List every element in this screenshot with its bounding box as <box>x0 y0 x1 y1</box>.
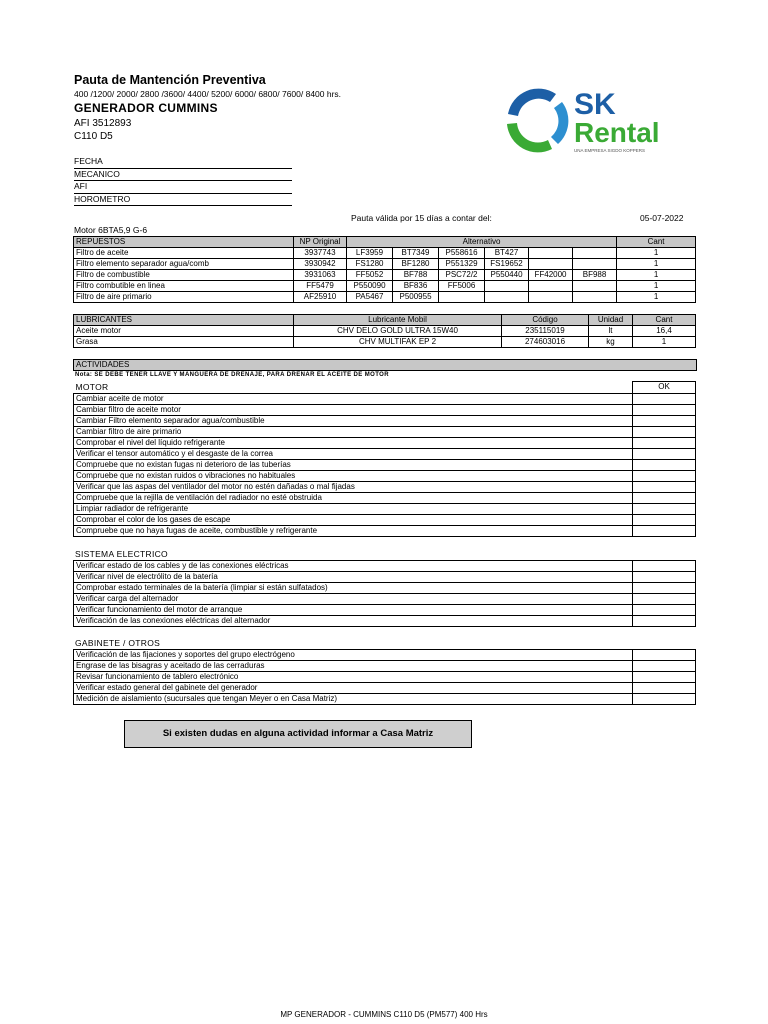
part-cant: 1 <box>617 259 696 270</box>
checklist-row <box>74 404 696 415</box>
activity-text: Comprobar el nivel del líquido refrigerante <box>74 437 633 448</box>
part-cant: 1 <box>617 248 696 259</box>
header-cant: Cant <box>617 237 696 248</box>
checklist-row <box>74 426 696 437</box>
table-row <box>74 292 696 303</box>
checklist-row <box>74 470 696 481</box>
part-alt: BF1280 <box>393 259 439 270</box>
ok-checkbox[interactable] <box>633 426 696 437</box>
activity-text: Comprobar estado terminales de la batería (limpiar si están sulfatados) <box>74 583 633 594</box>
part-np: FF5479 <box>294 281 347 292</box>
part-alt: PSC72/2 <box>439 270 485 281</box>
part-name: Filtro combutible en linea <box>74 281 294 292</box>
lube-code: 274603016 <box>502 337 589 348</box>
casa-matriz-notice: Si existen dudas en alguna actividad informar a Casa Matriz <box>124 720 472 748</box>
ok-checkbox[interactable] <box>633 672 696 683</box>
activity-text: Cambiar filtro de aceite motor <box>74 404 633 415</box>
activity-text: Verificar funcionamiento del motor de arranque <box>74 605 633 616</box>
part-name: Filtro de aire primario <box>74 292 294 303</box>
checklist-row <box>74 583 696 594</box>
activity-text: Verificar el tensor automático y el desgaste de la correa <box>74 448 633 459</box>
ok-checkbox[interactable] <box>633 616 696 627</box>
repuestos-header <box>74 237 696 248</box>
ok-checkbox[interactable] <box>633 694 696 705</box>
activity-text: Cambiar Filtro elemento separador agua/combustible <box>74 415 633 426</box>
part-alt <box>529 292 573 303</box>
header-np-original: NP Original <box>294 237 347 248</box>
part-name: Filtro de aceite <box>74 248 294 259</box>
activity-text: Comprobar el color de los gases de escape <box>74 514 633 525</box>
checklist-row <box>74 393 696 404</box>
gabinete-checklist <box>73 649 696 705</box>
ok-checkbox[interactable] <box>633 393 696 404</box>
part-alt <box>573 292 617 303</box>
table-row <box>74 270 696 281</box>
ok-checkbox[interactable] <box>633 503 696 514</box>
lube-product: CHV MULTIFAK EP 2 <box>294 337 502 348</box>
actividades-header <box>73 359 697 371</box>
ok-checkbox[interactable] <box>633 459 696 470</box>
part-alt <box>485 281 529 292</box>
part-np: AF25910 <box>294 292 347 303</box>
checklist-row <box>74 492 696 503</box>
actividades-note: Nota: SE DEBE TENER LLAVE Y MANGUERA DE DRENAJE, PARA DRENAR EL ACEITE DE MOTOR <box>75 372 389 378</box>
part-np: 3931063 <box>294 270 347 281</box>
ok-checkbox[interactable] <box>633 683 696 694</box>
ok-checkbox[interactable] <box>633 448 696 459</box>
checklist-row <box>74 672 696 683</box>
checklist-row <box>74 448 696 459</box>
repuestos-table <box>73 236 696 303</box>
activity-text: Verificación de las fijaciones y soportes del grupo electrógeno <box>74 650 633 661</box>
motor-model: Motor 6BTA5,9 G-6 <box>74 225 148 235</box>
part-alt: BT7349 <box>393 248 439 259</box>
header-unidad: Unidad <box>589 315 633 326</box>
checklist-row <box>74 694 696 705</box>
activity-text: Limpiar radiador de refrigerante <box>74 503 633 514</box>
table-row <box>74 326 696 337</box>
part-alt: P550440 <box>485 270 529 281</box>
lube-cant: 16,4 <box>633 326 696 337</box>
logo-tagline: UNA EMPRESA SIGDO KOPPERS <box>574 148 646 153</box>
equipment-model: C110 D5 <box>74 131 113 142</box>
activity-text: Verificar estado general del gabinete del generador <box>74 683 633 694</box>
activity-text: Engrase de las bisagras y aceitado de las cerraduras <box>74 661 633 672</box>
part-alt: BF988 <box>573 270 617 281</box>
part-alt <box>439 292 485 303</box>
table-row <box>74 337 696 348</box>
afi-number: AFI 3512893 <box>74 118 132 129</box>
activity-text: Revisar funcionamiento de tablero electrónico <box>74 672 633 683</box>
lube-unit: kg <box>589 337 633 348</box>
part-alt: BT427 <box>485 248 529 259</box>
part-cant: 1 <box>617 292 696 303</box>
activity-text: Verificar nivel de electrólito de la batería <box>74 572 633 583</box>
ok-checkbox[interactable] <box>633 561 696 572</box>
header-lubricante-mobil: Lubricante Mobil <box>294 315 502 326</box>
ok-checkbox[interactable] <box>633 583 696 594</box>
activity-text: Compruebe que no existan fugas ni deterioro de las tuberías <box>74 459 633 470</box>
logo-line-2: Rental <box>574 117 660 148</box>
activity-text: Cambiar aceite de motor <box>74 393 633 404</box>
ok-checkbox[interactable] <box>633 481 696 492</box>
part-alt: P558616 <box>439 248 485 259</box>
activity-text: Verificación de las conexiones eléctricas del alternador <box>74 616 633 627</box>
checklist-row <box>74 572 696 583</box>
part-alt: P550090 <box>347 281 393 292</box>
activity-text: Verificar que las aspas del ventilador del motor no estén dañadas o mal fijadas <box>74 481 633 492</box>
ok-checkbox[interactable] <box>633 514 696 525</box>
field-afi[interactable]: AFI <box>74 181 292 194</box>
activity-text: Cambiar filtro de aire primario <box>74 426 633 437</box>
checklist-row <box>74 525 696 536</box>
part-name: Filtro elemento separador agua/comb <box>74 259 294 270</box>
checklist-row <box>74 514 696 525</box>
lube-name: Grasa <box>74 337 294 348</box>
header-repuestos: REPUESTOS <box>74 237 294 248</box>
part-alt: BF836 <box>393 281 439 292</box>
ok-checkbox[interactable] <box>633 525 696 536</box>
part-cant: 1 <box>617 281 696 292</box>
part-alt <box>485 292 529 303</box>
part-alt: FF5052 <box>347 270 393 281</box>
document-title: Pauta de Mantención Preventiva <box>74 73 266 87</box>
part-cant: 1 <box>617 270 696 281</box>
ok-checkbox[interactable] <box>633 605 696 616</box>
ok-checkbox[interactable] <box>633 594 696 605</box>
ok-checkbox[interactable] <box>633 470 696 481</box>
header-codigo: Código <box>502 315 589 326</box>
sk-rental-logo-mark <box>500 82 692 158</box>
ok-checkbox[interactable] <box>633 650 696 661</box>
ok-checkbox[interactable] <box>633 661 696 672</box>
motor-header <box>74 382 696 394</box>
field-fecha[interactable]: FECHA <box>74 156 292 169</box>
lube-unit: lt <box>589 326 633 337</box>
part-alt <box>529 281 573 292</box>
field-horometro[interactable]: HOROMETRO <box>74 194 292 207</box>
part-alt: P500955 <box>393 292 439 303</box>
checklist-row <box>74 437 696 448</box>
header-lubricantes: LUBRICANTES <box>74 315 294 326</box>
part-np: 3937743 <box>294 248 347 259</box>
gabinete-label: GABINETE / OTROS <box>75 638 161 648</box>
lube-cant: 1 <box>633 337 696 348</box>
checklist-row <box>74 683 696 694</box>
table-row <box>74 248 696 259</box>
activity-text: Medición de aislamiento (sucursales que tengan Meyer o en Casa Matriz) <box>74 694 633 705</box>
sk-rental-logo <box>500 82 692 158</box>
motor-checklist <box>73 381 696 537</box>
activity-text: Verificar estado de los cables y de las conexiones eléctricas <box>74 561 633 572</box>
part-alt: FF5006 <box>439 281 485 292</box>
activity-text: Compruebe que no existan ruidos o vibraciones no habituales <box>74 470 633 481</box>
ok-checkbox[interactable] <box>633 404 696 415</box>
lube-code: 235115019 <box>502 326 589 337</box>
activity-text: Compruebe que la rejilla de ventilación del radiador no esté obstruida <box>74 492 633 503</box>
header-cant: Cant <box>633 315 696 326</box>
checklist-row <box>74 616 696 627</box>
actividades-title: ACTIVIDADES <box>76 360 130 369</box>
table-row <box>74 259 696 270</box>
part-alt <box>529 259 573 270</box>
part-alt: FF42000 <box>529 270 573 281</box>
maintenance-hours: 400 /1200/ 2000/ 2800 /3600/ 4400/ 5200/ 6000/ 6800/ 7600/ 8400 hrs. <box>74 89 342 99</box>
electrico-checklist <box>73 560 696 627</box>
checklist-row <box>74 650 696 661</box>
ok-checkbox[interactable] <box>633 415 696 426</box>
part-name: Filtro de combustible <box>74 270 294 281</box>
part-alt: PA5467 <box>347 292 393 303</box>
lubricantes-table <box>73 314 696 348</box>
ok-checkbox[interactable] <box>633 492 696 503</box>
activity-text: Verificar carga del alternador <box>74 594 633 605</box>
field-mecanico[interactable]: MECANICO <box>74 169 292 182</box>
checklist-row <box>74 459 696 470</box>
part-alt: FS1280 <box>347 259 393 270</box>
checklist-row <box>74 481 696 492</box>
equipment-title: GENERADOR CUMMINS <box>74 101 218 115</box>
lube-name: Aceite motor <box>74 326 294 337</box>
electrico-label: SISTEMA ELECTRICO <box>75 549 168 559</box>
checklist-row <box>74 503 696 514</box>
checklist-row <box>74 561 696 572</box>
validity-date: 05-07-2022 <box>640 213 684 223</box>
inspection-fields <box>74 156 292 206</box>
ok-checkbox[interactable] <box>633 572 696 583</box>
part-alt <box>573 281 617 292</box>
ok-checkbox[interactable] <box>633 437 696 448</box>
lube-product: CHV DELO GOLD ULTRA 15W40 <box>294 326 502 337</box>
part-alt: P551329 <box>439 259 485 270</box>
motor-label: MOTOR <box>74 382 633 394</box>
lubricantes-header <box>74 315 696 326</box>
logo-line-1: SK <box>574 88 616 121</box>
checklist-row <box>74 661 696 672</box>
part-alt: BF788 <box>393 270 439 281</box>
page-footer: MP GENERADOR - CUMMINS C110 D5 (PM577) 400 Hrs <box>280 1010 488 1019</box>
part-alt <box>573 248 617 259</box>
part-alt <box>573 259 617 270</box>
part-alt: FS19652 <box>485 259 529 270</box>
part-np: 3930942 <box>294 259 347 270</box>
validity-text: Pauta válida por 15 días a contar del: <box>351 213 492 223</box>
ok-header: OK <box>633 382 696 394</box>
activity-text: Compruebe que no haya fugas de aceite, combustible y refrigerante <box>74 525 633 536</box>
part-alt: LF3959 <box>347 248 393 259</box>
table-row <box>74 281 696 292</box>
checklist-row <box>74 605 696 616</box>
header-alternativo: Alternativo <box>347 237 617 248</box>
checklist-row <box>74 415 696 426</box>
part-alt <box>529 248 573 259</box>
checklist-row <box>74 594 696 605</box>
